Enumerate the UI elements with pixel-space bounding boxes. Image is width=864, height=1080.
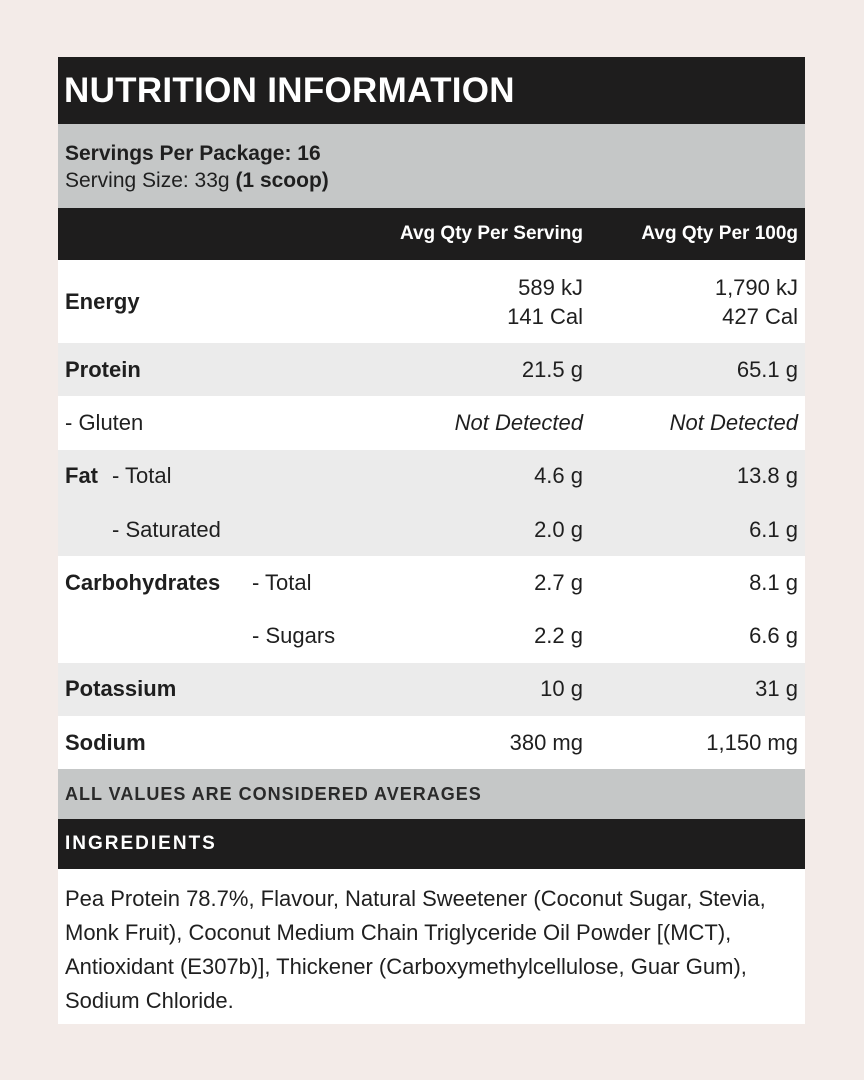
table-row-sodium: [58, 716, 805, 769]
protein-per-serving: 21.5 g: [521, 356, 583, 382]
column-per-serving: Avg Qty Per Serving: [399, 223, 583, 244]
gluten-label: - Gluten: [65, 409, 144, 435]
averages-note: ALL VALUES ARE CONSIDERED AVERAGES: [58, 769, 805, 819]
fat-total-per-serving: 4.6 g: [534, 463, 583, 489]
energy-serving-cal: 141 Cal: [507, 303, 583, 329]
ingredients-text: Pea Protein 78.7%, Flavour, Natural Sweetener (Coconut Sugar, Stevia, Monk Fruit), Coconut Medium Chain Triglyceride Oil Powder [(MCT), Antioxidant (E307b)], Thickener (Carboxymethylcellulose, Guar Gum), Sodium Chloride.: [65, 886, 766, 1014]
sodium-per-100g: 1,150 mg: [706, 729, 798, 755]
panel-title: NUTRITION INFORMATION: [58, 57, 805, 124]
gluten-per-100g: Not Detected: [669, 409, 798, 435]
table-row-carbohydrates-total: [58, 556, 805, 609]
serving-size-text: Serving Size: 33g: [65, 169, 236, 192]
nutrition-panel: [58, 57, 805, 1024]
potassium-per-serving: 10 g: [540, 676, 583, 702]
energy-per-serving: [507, 273, 583, 331]
potassium-label: Potassium: [65, 676, 177, 702]
energy-100g-cal: 427 Cal: [722, 303, 798, 329]
energy-100g-kj: 1,790 kJ: [714, 274, 798, 300]
carbohydrates-label: Carbohydrates: [65, 569, 221, 595]
fat-total-sublabel: - Total: [112, 463, 172, 489]
table-row-gluten: [58, 396, 805, 449]
table-row-fat-saturated: [58, 503, 805, 556]
sodium-per-serving: 380 mg: [509, 729, 583, 755]
table-row-potassium: [58, 663, 805, 716]
table-column-header: [58, 208, 805, 260]
column-per-100g: Avg Qty Per 100g: [641, 223, 798, 244]
gluten-per-serving: Not Detected: [454, 409, 583, 435]
energy-per-100g: [715, 273, 798, 331]
energy-serving-kj: 589 kJ: [518, 274, 583, 300]
ingredients-heading: INGREDIENTS: [58, 819, 805, 869]
serving-size-scoop: (1 scoop): [235, 169, 329, 192]
fat-label: Fat: [65, 463, 98, 489]
protein-per-100g: 65.1 g: [736, 356, 798, 382]
sodium-label: Sodium: [65, 729, 146, 755]
table-row-energy: [58, 260, 805, 343]
table-row-fat-total: [58, 450, 805, 503]
table-row-protein: [58, 343, 805, 396]
potassium-per-100g: 31 g: [755, 676, 798, 702]
carbohydrates-total-per-serving: 2.7 g: [534, 569, 583, 595]
protein-label: Protein: [65, 356, 141, 382]
carbohydrates-total-sublabel: - Total: [252, 569, 312, 595]
serving-size: [65, 168, 798, 194]
fat-saturated-sublabel: - Saturated: [112, 516, 221, 542]
sugars-per-100g: 6.6 g: [749, 623, 798, 649]
carbohydrates-total-per-100g: 8.1 g: [749, 569, 798, 595]
fat-total-per-100g: 13.8 g: [736, 463, 798, 489]
servings-per-package: Servings Per Package: 16: [65, 142, 321, 165]
fat-saturated-per-100g: 6.1 g: [749, 516, 798, 542]
fat-saturated-per-serving: 2.0 g: [534, 516, 583, 542]
sugars-sublabel: - Sugars: [252, 623, 336, 649]
serving-info: [58, 124, 805, 208]
sugars-per-serving: 2.2 g: [534, 623, 583, 649]
energy-label: Energy: [65, 288, 140, 314]
table-row-sugars: [58, 609, 805, 662]
